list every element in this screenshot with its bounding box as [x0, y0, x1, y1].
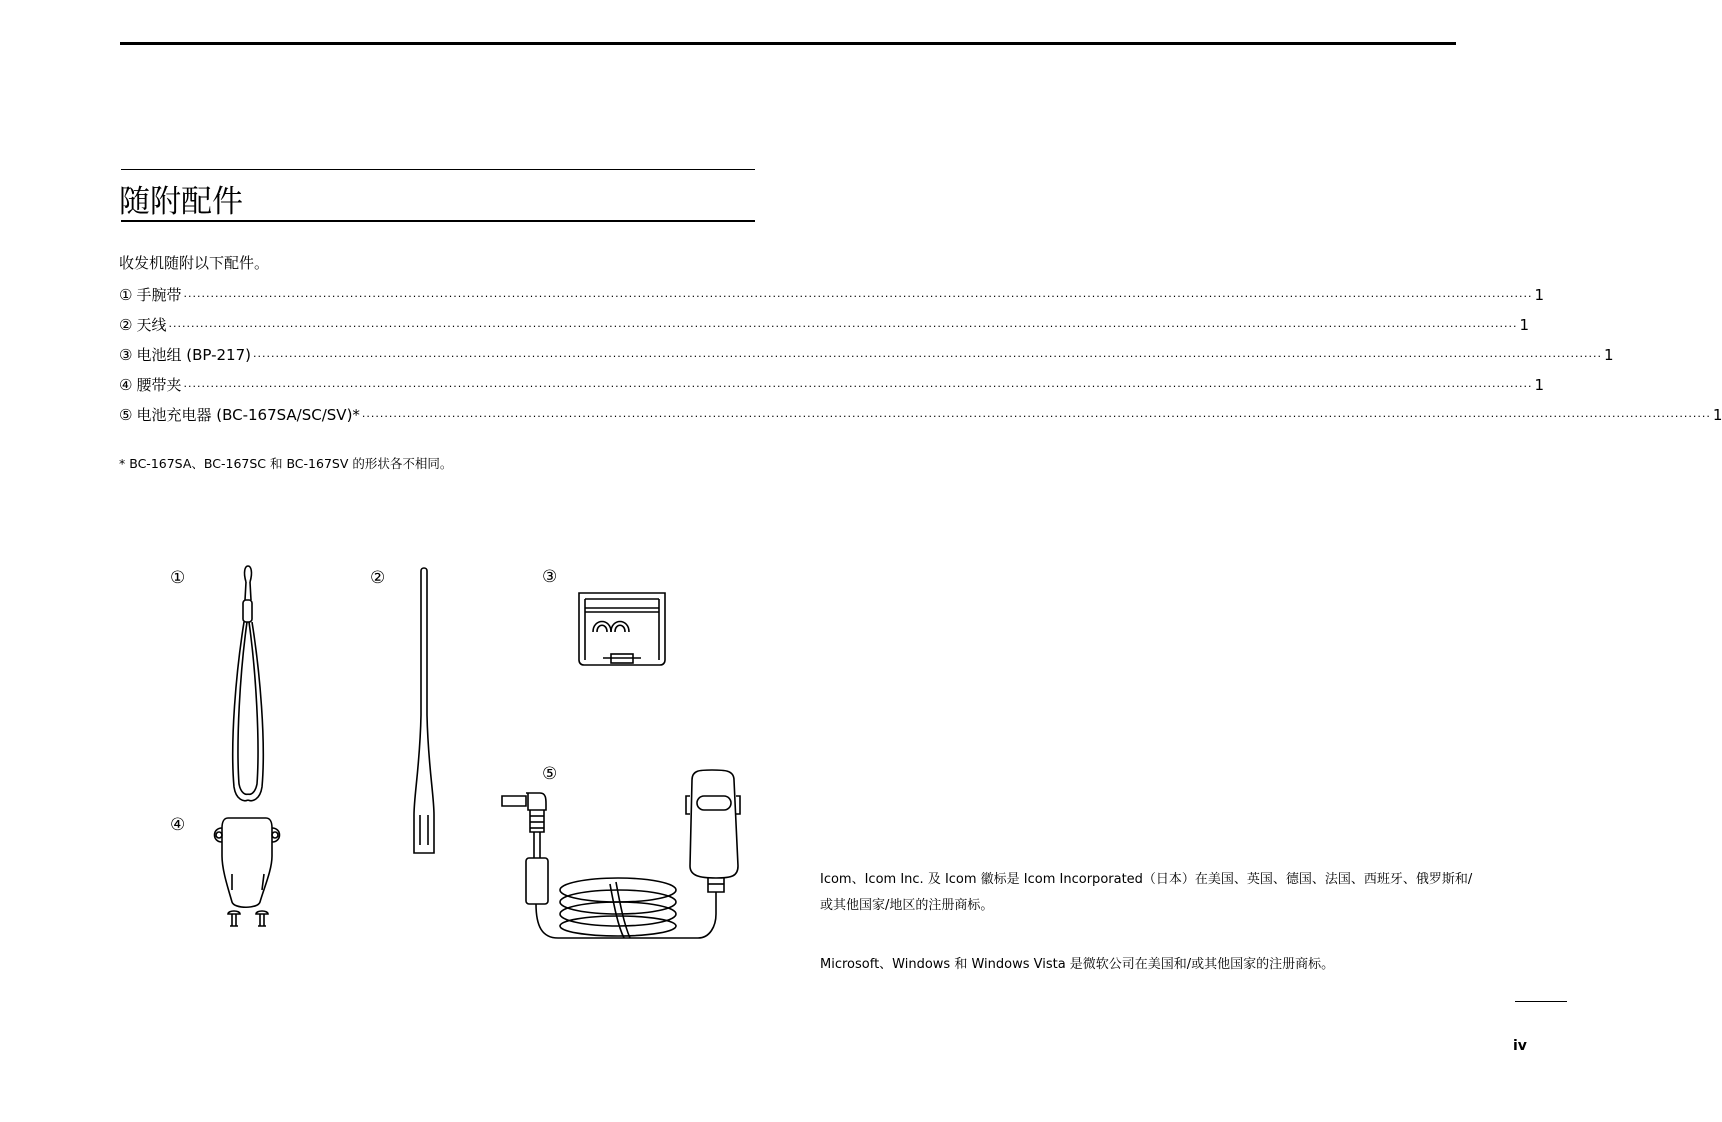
item-quantity: 1 — [1712, 406, 1722, 424]
dot-leader: ············································································································································································································································································································ — [168, 320, 1518, 333]
item-quantity: 1 — [1603, 346, 1614, 364]
list-item — [119, 374, 1544, 404]
dot-leader: ············································································································································································································································································································ — [361, 410, 1711, 423]
title-rule-top — [121, 169, 755, 170]
header-rule — [120, 42, 1456, 45]
item-name: 电池组 (BP-217) — [136, 346, 251, 364]
battery-pack-illustration — [575, 590, 669, 668]
item-quantity: 1 — [1534, 286, 1544, 304]
footnote: * BC-167SA、BC-167SC 和 BC-167SV 的形状各不相同。 — [119, 456, 453, 471]
figure-label-belt-clip: ④ — [170, 815, 186, 835]
list-item — [119, 314, 1529, 344]
antenna-illustration — [408, 565, 442, 857]
section-title: 随附配件 — [119, 184, 243, 220]
item-name: 手腕带 — [136, 286, 182, 304]
icom-trademark-line1: Icom、Icom Inc. 及 Icom 徽标是 Icom Incorporated（日本）在美国、英国、德国、法国、西班牙、俄罗斯和/ — [820, 872, 1473, 887]
item-name: 电池充电器 (BC-167SA/SC/SV)* — [136, 406, 360, 424]
item-number: ⑤ — [119, 406, 133, 424]
figure-label-strap: ① — [170, 568, 186, 588]
item-number: ② — [119, 316, 133, 334]
accessory-list — [119, 284, 1722, 434]
item-number: ④ — [119, 376, 133, 394]
intro-text: 收发机随附以下配件。 — [119, 254, 270, 272]
hand-strap-illustration — [222, 562, 278, 804]
item-quantity: 1 — [1519, 316, 1529, 334]
figure-label-antenna: ② — [370, 568, 386, 588]
item-name: 天线 — [136, 316, 167, 334]
list-item — [119, 284, 1544, 314]
figure-label-battery: ③ — [542, 567, 558, 587]
page-number: iv — [1513, 1038, 1527, 1054]
item-quantity: 1 — [1534, 376, 1544, 394]
list-item — [119, 404, 1722, 434]
belt-clip-illustration — [208, 814, 288, 934]
dot-leader: ············································································································································································································································································································ — [183, 380, 1533, 393]
item-number: ③ — [119, 346, 133, 364]
battery-charger-illustration — [498, 766, 752, 946]
title-rule-bottom — [121, 220, 755, 222]
list-item — [119, 344, 1614, 374]
dot-leader: ············································································································································································································································································································ — [252, 350, 1602, 363]
icom-trademark-line2: 或其他国家/地区的注册商标。 — [820, 898, 994, 913]
dot-leader: ············································································································································································································································································································ — [183, 290, 1533, 303]
page-number-rule — [1515, 1001, 1567, 1002]
figure-label-charger: ⑤ — [542, 764, 558, 784]
microsoft-trademark: Microsoft、Windows 和 Windows Vista 是微软公司在美国和/或其他国家的注册商标。 — [820, 957, 1335, 972]
item-number: ① — [119, 286, 133, 304]
item-name: 腰带夹 — [136, 376, 182, 394]
